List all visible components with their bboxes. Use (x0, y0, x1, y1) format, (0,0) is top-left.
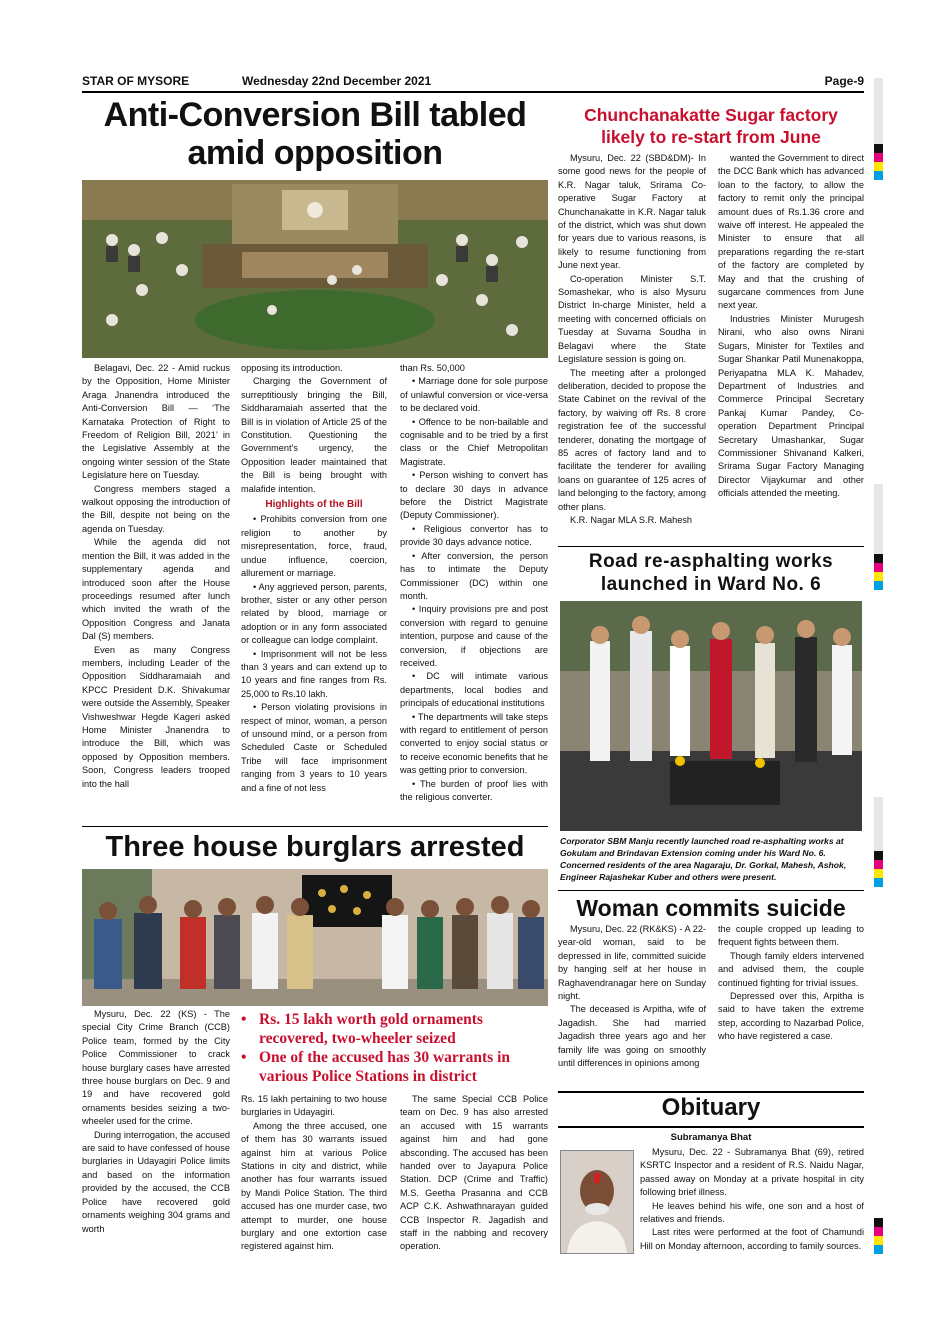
obituary-portrait (560, 1150, 634, 1254)
masthead (82, 74, 864, 90)
obituary-title: Obituary (661, 1094, 761, 1121)
burglars-photo-illustration (82, 869, 548, 1006)
paragraph: He leaves behind his wife, one son and a host of relatives and friends. (640, 1200, 864, 1225)
reg-mark-magenta (874, 153, 883, 162)
paragraph: Co-operation Minister S.T. Somashekar, who is also Mysuru District In-charge Minister, held a meeting with concerned officials on Tuesday at Suvarna Soudha in Belagavi where the State Legislature session is going on. (558, 273, 706, 365)
bullet-item: • The departments will take steps with regard to entitlement of person converted to enjoy social status or to receive economic benefits that he was getting prior to conversion. (400, 711, 548, 776)
story5-headline: Woman commits suicide (576, 895, 846, 921)
reg-mark-black (874, 554, 883, 563)
bullet-item: • DC will intimate various departments, local bodies and principals of educational institutions (400, 671, 548, 709)
divider (82, 826, 548, 827)
reg-mark-yellow (874, 572, 883, 581)
page-number: Page-9 (824, 74, 864, 88)
highlight-item (241, 1048, 548, 1086)
reg-mark-yellow (874, 1236, 883, 1245)
reg-mark-black (874, 1218, 883, 1227)
margin-bar (874, 797, 883, 851)
bullet-item: • Marriage done for sole purpose of unlawful conversion or vice-versa to be declared void. (400, 376, 548, 414)
margin-bar (874, 78, 883, 144)
paragraph: K.R. Nagar MLA S.R. Mahesh (570, 514, 693, 525)
paragraph: Belagavi, Dec. 22 - Amid ruckus by the Opposition, Home Minister Araga Jnanendra introduced the Anti-Conversion Bill — ‘The Karnataka Protection of Right to Freedom of Religion Bill, 2021’ in the Legislative Assembly at the ongoing winter session of the State Legislature here on Tuesday. (82, 363, 230, 481)
story1-col3 (400, 362, 548, 804)
reg-mark-black (874, 851, 883, 860)
margin-bar (874, 484, 883, 554)
story2-col2 (718, 152, 864, 501)
headline-line: likely to re-start from June (601, 127, 821, 147)
highlights-title: Highlights of the Bill (265, 499, 363, 511)
paragraph: Mysuru, Dec. 22 (SBD&DM)- In some good news for the people of K.R. Nagar taluk, Srirama Co-operative Sugar Factory at Chunchanakatte in K.R. Nagar taluk of the district, which was shut down for years due to various reasons, is likely to resume functioning from June next year. (558, 153, 706, 271)
bullet-item: • Person violating provisions in respect of minor, woman, a person of unsound mind, or a person from Scheduled Caste or Scheduled Tribe will face imprisonment ranging from 3 years to 10 years and a fine of not less (241, 702, 387, 793)
reg-mark-yellow (874, 162, 883, 171)
paragraph: the couple cropped up leading to frequent fights between them. (718, 924, 864, 948)
burglars-photo (82, 869, 548, 1006)
reg-mark-cyan (874, 1245, 883, 1254)
masthead-rule (82, 91, 864, 93)
reg-mark-yellow (874, 869, 883, 878)
paragraph: The deceased is Arpitha, wife of Jagadish. She had married Jagadish three years ago and her family life was going on smoothly until differences in opinions among (558, 1004, 706, 1069)
paragraph: Charging the Government of surreptitiously bringing the Bill, Siddharamaiah asserted that the Bill is in violation of Article 25 of the Constitution. Questioning the Government’s urgency, the Opposition leader maintained that the Bill is being brought with malafide intention. (241, 376, 387, 494)
highlight-text: Rs. 15 lakh worth gold ornaments recovered, two-wheeler seized (259, 1011, 483, 1047)
obituary-rule-bottom (558, 1126, 864, 1128)
paper-name: STAR OF MYSORE (82, 74, 190, 88)
bullet-icon: • (241, 1049, 247, 1066)
paragraph: Even as many Congress members, including Leader of the Opposition Siddharamaiah and KPCC President D.K. Shivakumar were outside the Assembly, Speaker Vishweshwar Hegde Kageri asked Home Minister Jnanendra to introduce the Bill, which was opposed by Opposition members. Soon, Congress leaders trooped into the hall (82, 644, 230, 789)
story3-headline (558, 550, 864, 596)
issue-date: Wednesday 22nd December 2021 (242, 74, 432, 88)
bullet-item: • Inquiry provisions pre and post conversion with regard to genuine intention, purpose and cause of the conversion, if objections are received. (400, 604, 548, 668)
reg-mark-cyan (874, 878, 883, 887)
paragraph: Mysuru, Dec. 22 - Subramanya Bhat (69), retired KSRTC Inspector and a resident of R.S. Naidu Nagar, passed away on Monday at a private hospital in city following brief illness. (640, 1147, 864, 1198)
highlight-text: One of the accused has 30 warrants in various Police Stations in district (259, 1049, 511, 1085)
portrait-illustration (561, 1151, 633, 1253)
divider (558, 546, 864, 547)
paragraph: Among the three accused, one of them has 30 warrants issued against him at various Police Stations in city and district, while another has four warrants issued by Mandi Police Station. The third accused has one murder case, two attempt to murder, one house burglary and one extortion case registered against him. (241, 1120, 387, 1252)
story1-col2 (241, 362, 387, 795)
bullet-item: • After conversion, the person has to intimate the Deputy Commissioner (DC) within one month. (400, 550, 548, 601)
assembly-photo-illustration (82, 180, 548, 358)
headline-line: amid opposition (187, 134, 443, 172)
paragraph: Last rites were performed at the foot of Chamundi Hill on Monday afternoon, according to family sources. (640, 1227, 864, 1251)
bullet-item: • Imprisonment will not be less than 3 years and can extend up to 10 years and fine ranges from Rs. 25,000 to Rs.10 lakh. (241, 648, 387, 699)
obituary-name: Subramanya Bhat (670, 1132, 752, 1143)
reg-mark-magenta (874, 1227, 883, 1236)
reg-mark-black (874, 144, 883, 153)
reg-mark-cyan (874, 171, 883, 180)
reg-mark-magenta (874, 563, 883, 572)
paragraph: Mysuru, Dec. 22 (RK&KS) - A 22-year-old woman, said to be depressed in life, committed suicide by hanging self at her house in Raghavendranagar here on Sunday night. (558, 924, 706, 1002)
divider (558, 890, 864, 891)
story4-col2 (241, 1093, 387, 1254)
story5-col2 (718, 923, 864, 1044)
headline-line: Anti-Conversion Bill tabled (103, 96, 527, 134)
obituary-text (640, 1146, 864, 1253)
story1-headline (82, 96, 548, 172)
bullet-item: • Person wishing to convert has to declare 30 days in advance before the District Magistrate (Deputy Commissioner). (400, 470, 548, 521)
story5-col1 (558, 923, 706, 1070)
story4-headline: Three house burglars arrested (105, 831, 525, 863)
paragraph: Mysuru, Dec. 22 (KS) - The special City Crime Branch (CCB) Police team, formed by the City Police Commissioner to crack house burglary cases have arrested three house burglars on Dec. 9 and 19 and have recovered gold ornaments besides seizing a two-wheeler used for the crime. (82, 1009, 230, 1127)
road-works-photo (560, 601, 862, 831)
paragraph: Industries Minister Murugesh Nirani, who also owns Nirani Sugars, Minister for Textiles and Sugar Shankar Patil Munenakoppa, Periyapatna MLA K. Mahadev, Department of Industries and Commerce Principal Secretary Pankaj Kumar Pandey, Co-operation Department Principal Secretary Umashankar, Sugar Commissioner Shivanand Kalkeri, Srirama Sugar Factory Managing Director Vijaykumar and other officials attended the meeting. (718, 313, 864, 499)
assembly-photo (82, 180, 548, 358)
story1-col1 (82, 362, 230, 791)
paragraph: wanted the Government to direct the DCC Bank which has advanced loan to the factory, to allow the factory to remit only the principal amount dues of Rs.1.36 crore and waive off interest. He appealed the Minister to ensure that all preparations regarding the re-start of the factory are completed by May and that the crushing of sugarcane commences from June next year. (718, 153, 864, 311)
paragraph: The meeting after a prolonged deliberation, decided to propose the State Cabinet on the revival of the factory, by waiving off Rs. 8 crore registration fee of the successful tenderer, donating the mortgage of 85 acres of factory land and to facilitate the tenderer for availing loans on guarantee of 125 acres of land belonging to the factory, among other plans. (558, 367, 706, 512)
story2-col1 (558, 152, 706, 527)
story4-col1 (82, 1008, 230, 1236)
story2-headline (558, 104, 864, 148)
headline-line: launched in Ward No. 6 (600, 574, 822, 595)
headline-line: Road re-asphalting works (588, 551, 834, 572)
road-works-illustration (560, 601, 862, 831)
bullet-item: • The burden of proof lies with the religious converter. (400, 778, 548, 802)
reg-mark-magenta (874, 860, 883, 869)
paragraph: While the agenda did not mention the Bill, it was added in the supplementary agenda and introduced soon after the House proceedings resumed after lunch which invited the wrath of the Opposition Congress and Janata Dal (S) members. (82, 537, 230, 642)
highlight-item (241, 1010, 548, 1048)
paragraph: Rs. 15 lakh pertaining to two house burglaries in Udayagiri. (241, 1094, 387, 1118)
paragraph: Though family elders intervened and advised them, the couple continued fighting for trivial issues. (718, 950, 864, 988)
story4-highlights (241, 1010, 548, 1086)
paragraph: Congress members staged a walkout opposing the introduction of the Bill, despite not being on the agenda on Tuesday. (82, 483, 230, 534)
story4-col3 (400, 1093, 548, 1254)
paragraph: During interrogation, the accused are said to have confessed of house burglaries in Udayagiri Police limits and based on the information provided by the accused, the CCB Police have recovered gold ornaments weighing 304 grams and worth (82, 1129, 230, 1234)
bullet-item: • Any aggrieved person, parents, brother, sister or any other person related by blood, marriage or adoption or in any form associated or colleague can lodge complaint. (241, 581, 387, 646)
bullet-item: • Prohibits conversion from one religion to another by misrepresentation, force, fraud, undue influence, coercion, allurement or marriage. (241, 514, 387, 579)
paragraph: Depressed over this, Arpitha is said to have taken the extreme step, according to Nazarbad Police, who have registered a case. (718, 991, 864, 1042)
road-works-caption: Corporator SBM Manju recently launched road re-asphalting works at Gokulam and Brindavan Extension coming under his Ward No. 6. Concerned residents of the area Nagaraju, Dr. Gorkal, Mahesh, Ashok, Engineer Rajashekar Kuber and others were present. (560, 836, 847, 882)
paragraph: than Rs. 50,000 (400, 363, 465, 373)
reg-mark-cyan (874, 581, 883, 590)
headline-line: Chunchanakatte Sugar factory (584, 105, 838, 125)
bullet-item: • Religious convertor has to provide 30 days advance notice. (400, 523, 548, 548)
bullet-item: • Offence to be non-bailable and cognisable and to be tried by a first class or the Chief Metropolitan Magistrate. (400, 416, 548, 467)
paragraph: The same Special CCB Police team on Dec. 9 has also arrested an accused with 15 warrants against him and had gone absconding. The accused has been handed over to Jayapura Police Station. DCP (Crime and Traffic) M.S. Geetha Prasanna and CCB ACP C.K. Ashwathnarayan guided CCB Inspector R. Jagadish and staff in the nabbing and recovery operation. (400, 1094, 548, 1252)
paragraph: opposing its introduction. (241, 363, 343, 373)
bullet-icon: • (241, 1011, 247, 1028)
